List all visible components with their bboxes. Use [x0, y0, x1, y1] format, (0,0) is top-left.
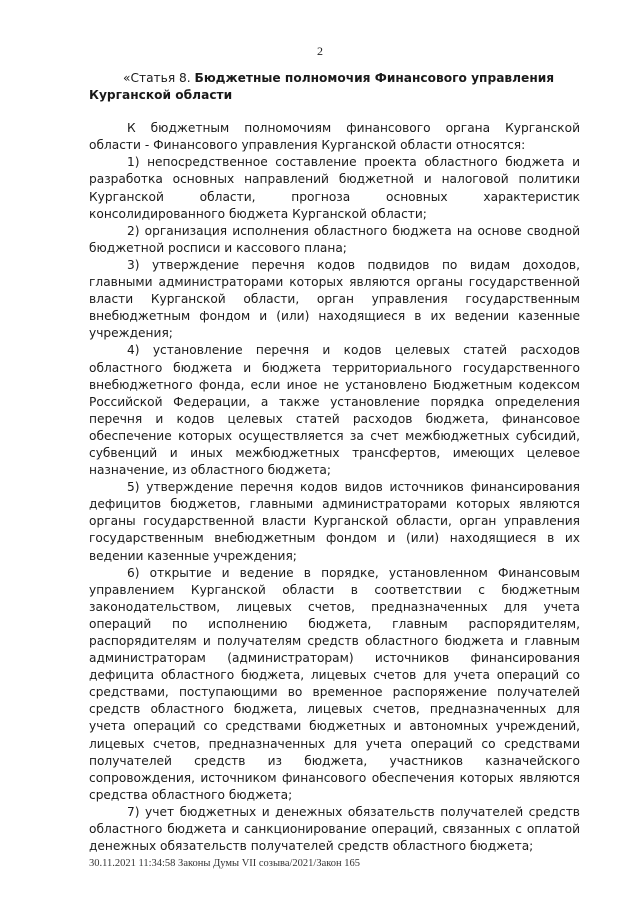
document-body [89, 70, 580, 855]
article-title-line1: Бюджетные полномочия Финансового управления [194, 71, 555, 85]
article-heading [89, 70, 580, 104]
article-number: «Статья 8. [123, 71, 191, 85]
paragraph-item-6: 6) открытие и ведение в порядке, установленном Финансовым управлением Курганской области в соответствии с бюджетным законодательством, лицевых счетов, предназначенных для учета операций по исполнению бюджета, главным распорядителям, распорядителям и получателям средств областного бюджета и главным администраторам (администраторам) источников финансирования дефицита областного бюджета, лицевых счетов для учета операций со средствами, поступающими во временное распоряжение получателей средств областного бюджета, лицевых счетов, предназначенных для учета операций со средствами бюджетных и автономных учреждений, лицевых счетов, предназначенных для учета операций со средствами получателей средств из бюджета, участников казначейского сопровождения, источником финансового обеспечения которых являются средства областного бюджета; [89, 565, 580, 802]
page-number: 2 [317, 44, 323, 58]
paragraph-item-3: 3) утверждение перечня кодов подвидов по видам доходов, главными администраторами которых являются органы государственной власти Курганской области, орган управления государственным внебюджетным фондом и (или) находящиеся в их ведении казенные учреждения; [89, 257, 580, 341]
paragraph-item-5: 5) утверждение перечня кодов видов источников финансирования дефицитов бюджетов, главными администраторами которых являются органы государственной власти Курганской области, орган управления государственным внебюджетным фондом и (или) находящиеся в их ведении казенные учреждения; [89, 480, 580, 563]
paragraph-item-1: 1) непосредственное составление проекта областного бюджета и разработка основных направлений бюджетной и налоговой политики Курганской области, прогноза основных характеристик консолидированного бюджета Курганской области; [89, 155, 580, 221]
paragraph-item-2: 2) организация исполнения областного бюджета на основе сводной бюджетной росписи и кассового плана; [89, 223, 580, 255]
document-footer: 30.11.2021 11:34:58 Законы Думы VII созыва/2021/Закон 165 [89, 858, 361, 869]
paragraph-item-4: 4) установление перечня и кодов целевых статей расходов областного бюджета и бюджета территориального государственного внебюджетного фонда, если иное не установлено Бюджетным кодексом Российской Федерации, а также установление порядка определения перечня и кодов целевых статей расходов бюджета, финансовое обеспечение которых осуществляется за счет межбюджетных субсидий, субвенций и иных межбюджетных трансфертов, имеющих целевое назначение, из областного бюджета; [89, 343, 580, 478]
paragraph-intro: К бюджетным полномочиям финансового органа Курганской области - Финансового управления Курганской области относятся: [89, 121, 580, 153]
paragraph-item-7: 7) учет бюджетных и денежных обязательств получателей средств областного бюджета и санкционирование операций, связанных с оплатой денежных обязательств получателей средств областного бюджета; [89, 804, 580, 854]
article-title-line2: Курганской области [89, 88, 233, 103]
